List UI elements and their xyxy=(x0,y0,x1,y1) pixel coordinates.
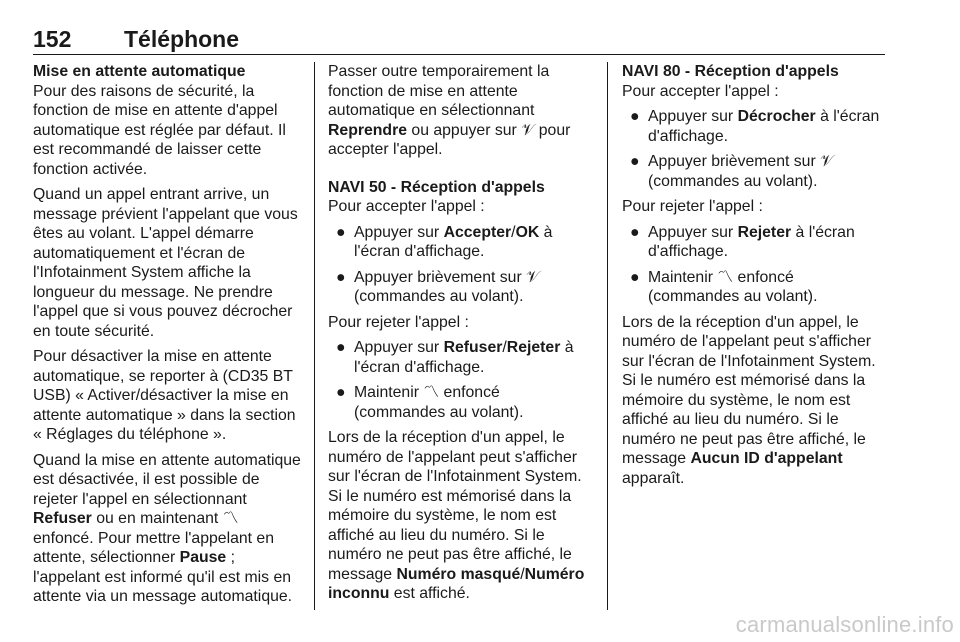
reject-list xyxy=(328,338,594,422)
page-header xyxy=(33,22,885,54)
bullet-icon: ● xyxy=(336,223,346,241)
column-2 xyxy=(328,62,594,610)
section-heading-navi50: NAVI 50 - Réception d'appels xyxy=(328,178,545,196)
watermark: carmanualsonline.info xyxy=(735,612,954,637)
phone-accept-icon: 𝒱 xyxy=(521,121,535,139)
column-divider-1 xyxy=(314,62,315,610)
term-reprendre: Reprendre xyxy=(328,121,408,139)
bullet-icon: ● xyxy=(630,268,640,286)
paragraph: Quand un appel entrant arrive, un message prévient l'appelant que vous êtes au volant. L'appel démarre automatiquement et l'écran de l'Infotainment System affiche la longueur du message. Ne prendre l'appel que si vous pouvez décrocher en toute sécurité. xyxy=(33,186,298,340)
paragraph: Pour accepter l'appel : xyxy=(622,82,779,100)
accept-list xyxy=(328,223,594,307)
phone-end-icon: 〽 xyxy=(717,268,734,286)
header-divider xyxy=(33,54,885,55)
paragraph: Pour désactiver la mise en attente automatique, se reporter à (CD35 BT USB) « Activer/désactiver la mise en attente automatique » dans la section « Réglages du téléphone ». xyxy=(33,348,296,443)
bullet-icon: ● xyxy=(630,108,640,125)
section-heading-auto-hold: Mise en attente automatique xyxy=(33,63,246,80)
section-heading-navi80: NAVI 80 - Réception d'appels xyxy=(622,63,839,80)
list-item: ● Appuyer sur Accepter/OK à l'écran d'affichage. xyxy=(336,223,553,260)
bullet-icon: ● xyxy=(630,153,640,170)
page-title: Téléphone xyxy=(124,26,240,52)
term-pause: Pause xyxy=(179,549,227,566)
phone-accept-icon: 𝒱 xyxy=(526,268,540,286)
bullet-icon: ● xyxy=(630,223,640,241)
accept-list xyxy=(622,107,888,191)
page-number: 152 xyxy=(33,26,72,52)
list-item: ● Appuyer sur Décrocher à l'écran d'affichage. xyxy=(630,108,880,145)
list-item: ● Maintenir 〽 enfoncé (commandes au volant). xyxy=(336,384,524,421)
paragraph: Passer outre temporairement la fonction de mise en attente automatique en sélectionnant Reprendre ou appuyer sur 𝒱 pour accepter l'appel. xyxy=(328,63,571,158)
phone-end-icon: 〽 xyxy=(222,510,239,527)
paragraph: Lors de la réception d'un appel, le numéro de l'appelant peut s'afficher sur l'écran de l'Infotainment System. Si le numéro est mémorisé dans la mémoire du système, le nom est affiché au lieu du numéro. Si le numéro ne peut pas être affiché, le message Aucun ID d'appelant apparaît. xyxy=(622,313,876,487)
paragraph: Pour rejeter l'appel : xyxy=(622,198,763,215)
phone-end-icon: 〽 xyxy=(423,384,440,401)
column-3 xyxy=(622,62,888,494)
list-item: ● Appuyer sur Rejeter à l'écran d'affichage. xyxy=(630,223,855,260)
bullet-icon: ● xyxy=(336,268,346,286)
paragraph: Lors de la réception d'un appel, le numéro de l'appelant peut s'afficher sur l'écran de l'Infotainment System. Si le numéro est mémorisé dans la mémoire du système, le nom est affiché au lieu du numéro. Si le numéro ne peut pas être affiché, le message Numéro masqué/Numéro inconnu est affiché. xyxy=(328,429,585,602)
phone-accept-icon: 𝒱 xyxy=(820,153,834,170)
list-item: ● Maintenir 〽 enfoncé (commandes au volant). xyxy=(630,268,818,305)
list-item: ● Appuyer brièvement sur 𝒱 (commandes au volant). xyxy=(336,268,540,305)
column-divider-2 xyxy=(607,62,608,610)
paragraph: Pour des raisons de sécurité, la fonction de mise en attente d'appel automatique est réglée par défaut. Il est recommandé de laisser cette fonction activée. xyxy=(33,82,286,178)
column-1 xyxy=(33,62,301,613)
term-refuser: Refuser xyxy=(33,510,92,527)
list-item: ● Appuyer brièvement sur 𝒱 (commandes au volant). xyxy=(630,153,834,190)
paragraph: Pour accepter l'appel : xyxy=(328,198,485,215)
paragraph: Quand la mise en attente automatique est désactivée, il est possible de rejeter l'appel en sélectionnant Refuser ou en maintenant 〽 enfoncé. Pour mettre l'appelant en attente, sélectionner Pause ; l'appelant est informé qu'il est mis en attente via un message automatique. xyxy=(33,451,301,605)
reject-list xyxy=(622,223,888,307)
paragraph: Pour rejeter l'appel : xyxy=(328,313,469,331)
bullet-icon: ● xyxy=(336,339,346,356)
list-item: ● Appuyer sur Refuser/Rejeter à l'écran d'affichage. xyxy=(336,339,574,376)
bullet-icon: ● xyxy=(336,384,346,401)
